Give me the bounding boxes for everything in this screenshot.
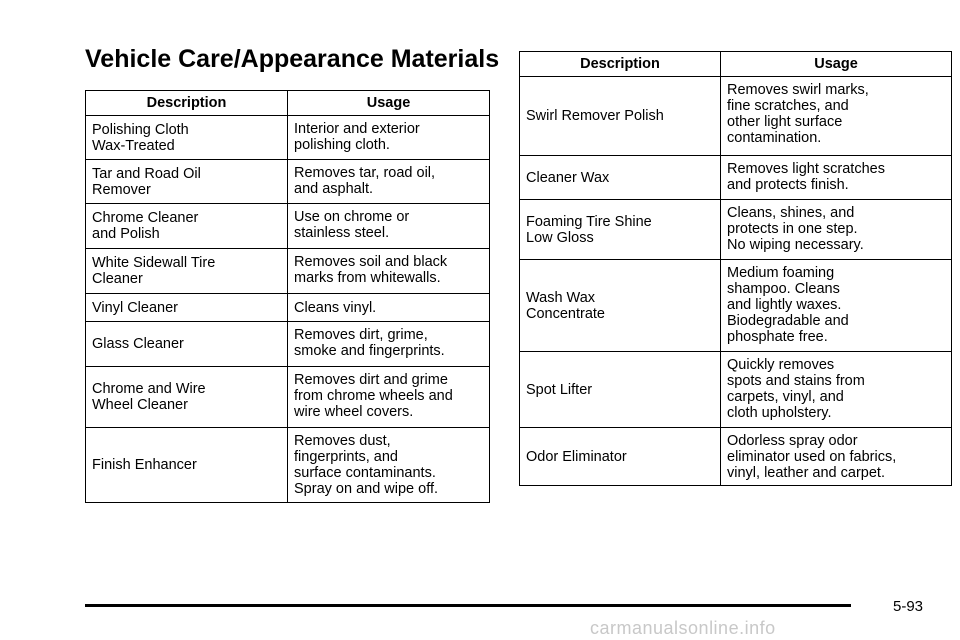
care-materials-table-left [85, 90, 490, 503]
table-header-row [520, 52, 952, 77]
description-cell: Chrome Cleaner and Polish [86, 204, 288, 249]
table-row [520, 77, 952, 156]
usage-cell: Removes tar, road oil, and asphalt. [288, 160, 490, 204]
care-materials-table-right [519, 51, 952, 486]
table-row [520, 260, 952, 352]
description-cell: Swirl Remover Polish [520, 77, 721, 156]
usage-cell: Removes soil and black marks from whitewalls. [288, 249, 490, 294]
table-row [520, 428, 952, 486]
usage-cell: Medium foaming shampoo. Cleans and lightly waxes. Biodegradable and phosphate free. [721, 260, 952, 352]
usage-cell: Cleans vinyl. [288, 294, 490, 322]
usage-cell: Removes dust, fingerprints, and surface contaminants. Spray on and wipe off. [288, 428, 490, 503]
description-cell: Tar and Road Oil Remover [86, 160, 288, 204]
table-row [86, 367, 490, 428]
table-row [86, 428, 490, 503]
usage-cell: Removes swirl marks, fine scratches, and other light surface contamination. [721, 77, 952, 156]
usage-cell: Removes light scratches and protects finish. [721, 156, 952, 200]
description-cell: Glass Cleaner [86, 322, 288, 367]
table-row [86, 322, 490, 367]
column-header-usage: Usage [288, 91, 490, 116]
table-row [86, 204, 490, 249]
usage-cell: Quickly removes spots and stains from carpets, vinyl, and cloth upholstery. [721, 352, 952, 428]
table-header-row [86, 91, 490, 116]
description-cell: Spot Lifter [520, 352, 721, 428]
table-row [86, 160, 490, 204]
watermark: carmanualsonline.info [590, 618, 776, 638]
table-row [520, 352, 952, 428]
usage-cell: Use on chrome or stainless steel. [288, 204, 490, 249]
description-cell: Finish Enhancer [86, 428, 288, 503]
page-number: 5-93 [893, 598, 924, 615]
usage-cell: Interior and exterior polishing cloth. [288, 116, 490, 160]
table-row [86, 249, 490, 294]
table-row [86, 294, 490, 322]
footer-rule [85, 604, 851, 607]
description-cell: Wash Wax Concentrate [520, 260, 721, 352]
column-header-description: Description [86, 91, 288, 116]
usage-cell: Removes dirt and grime from chrome wheels and wire wheel covers. [288, 367, 490, 428]
description-cell: White Sidewall Tire Cleaner [86, 249, 288, 294]
description-cell: Foaming Tire Shine Low Gloss [520, 200, 721, 260]
column-header-description: Description [520, 52, 721, 77]
description-cell: Vinyl Cleaner [86, 294, 288, 322]
usage-cell: Removes dirt, grime, smoke and fingerprints. [288, 322, 490, 367]
description-cell: Polishing Cloth Wax-Treated [86, 116, 288, 160]
table-row [520, 156, 952, 200]
description-cell: Chrome and Wire Wheel Cleaner [86, 367, 288, 428]
table-row [86, 116, 490, 160]
column-header-usage: Usage [721, 52, 952, 77]
usage-cell: Cleans, shines, and protects in one step. No wiping necessary. [721, 200, 952, 260]
table-row [520, 200, 952, 260]
page-title: Vehicle Care/Appearance Materials [85, 45, 500, 73]
description-cell: Cleaner Wax [520, 156, 721, 200]
description-cell: Odor Eliminator [520, 428, 721, 486]
usage-cell: Odorless spray odor eliminator used on fabrics, vinyl, leather and carpet. [721, 428, 952, 486]
